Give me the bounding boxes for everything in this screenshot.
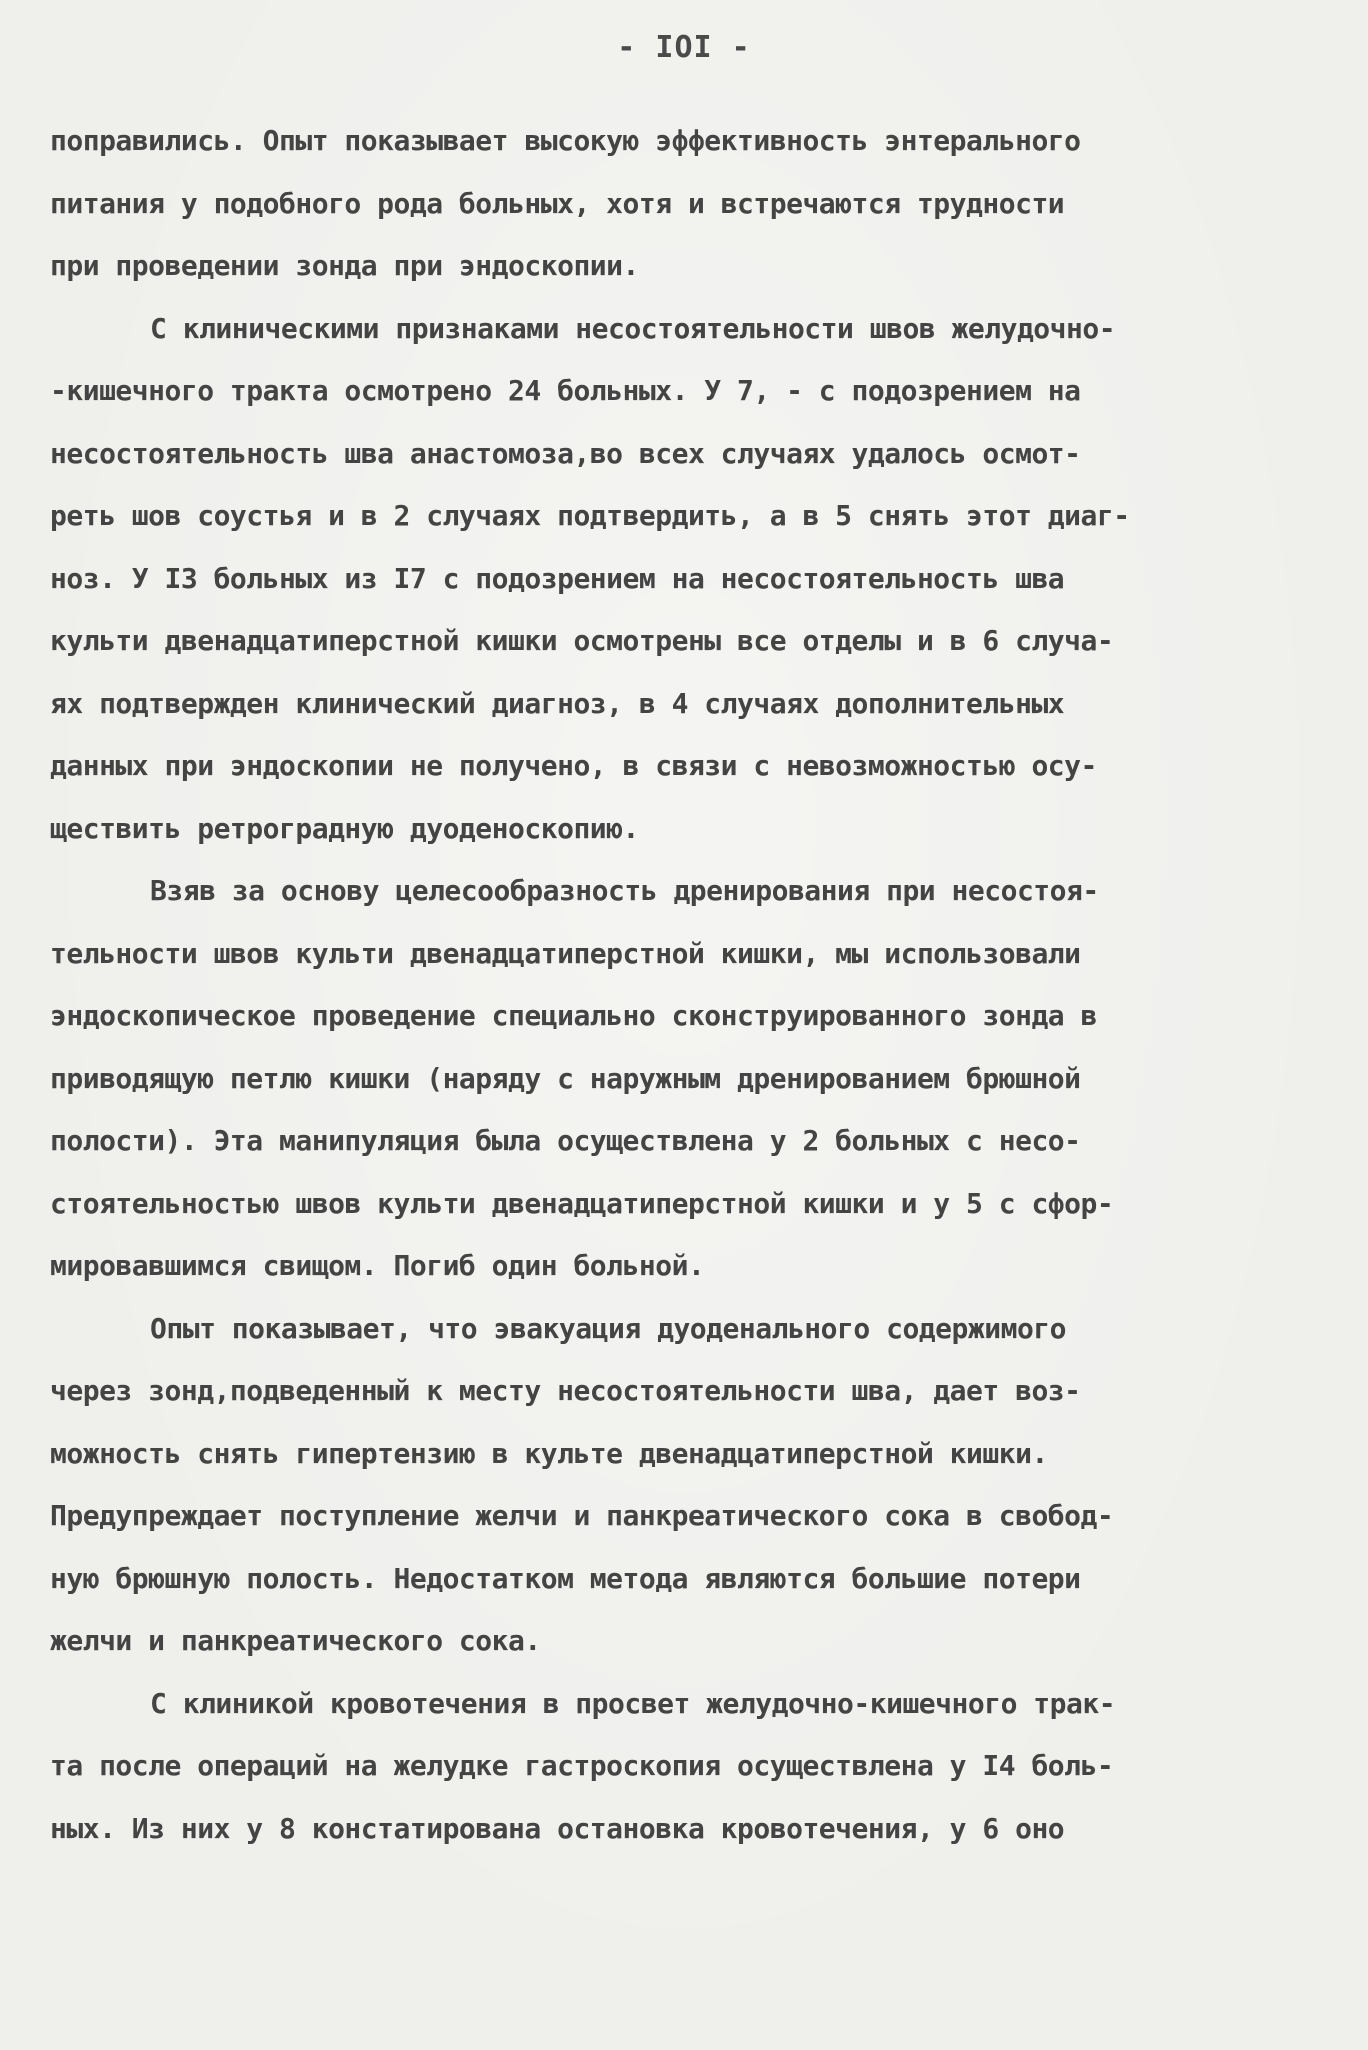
text-line: реть шов соустья и в 2 случаях подтвердить, а в 5 снять этот диаг- — [50, 499, 1130, 532]
text-line: питания у подобного рода больных, хотя и встречаются трудности — [50, 186, 1065, 220]
paragraph-start-line: С клиникой кровотечения в просвет желудочно-кишечного трак- — [150, 1686, 1116, 1720]
text-line: культи двенадцатиперстной кишки осмотрены все отделы и в 6 случа- — [50, 624, 1114, 657]
text-line: -кишечного тракта осмотрено 24 больных. У 7, - с подозрением на — [50, 374, 1081, 407]
text-line: ноз. У I3 больных из I7 с подозрением на несостоятельность шва — [50, 561, 1065, 595]
text-line: при проведении зонда при эндоскопии. — [50, 249, 639, 282]
text-line: стоятельностью швов культи двенадцатиперстной кишки и у 5 с сфор- — [50, 1186, 1114, 1220]
text-line: данных при эндоскопии не получено, в связи с невозможностью осу- — [50, 749, 1097, 782]
text-line: желчи и панкреатического сока. — [50, 1624, 541, 1657]
text-line: та после операций на желудке гастроскопия осуществлена у I4 боль- — [50, 1749, 1114, 1782]
text-line: приводящую петлю кишки (наряду с наружным дренированием брюшной — [50, 1061, 1081, 1095]
text-line: можность снять гипертензию в культе двенадцатиперстной кишки. — [50, 1436, 1048, 1470]
text-line: полости). Эта манипуляция была осуществлена у 2 больных с несо- — [50, 1124, 1081, 1157]
text-line: ных. Из них у 8 констатирована остановка кровотечения, у 6 оно — [50, 1811, 1065, 1845]
text-line: несостоятельность шва анастомоза,во всех случаях удалось осмот- — [50, 436, 1081, 470]
text-line: ществить ретроградную дуоденоскопию. — [50, 811, 639, 845]
paragraph-start-line: Взяв за основу целесообразность дренирования при несостоя- — [150, 874, 1099, 907]
text-line: ях подтвержден клинический диагноз, в 4 случаях дополнительных — [50, 686, 1065, 720]
text-line: мировавшимся свищом. Погиб один больной. — [50, 1249, 705, 1282]
text-line: эндоскопическое проведение специально сконструированного зонда в — [50, 999, 1097, 1032]
text-line: поправились. Опыт показывает высокую эффективность энтерального — [50, 124, 1081, 157]
text-line: ную брюшную полость. Недостатком метода являются большие потери — [50, 1561, 1081, 1595]
body-text — [50, 110, 1350, 1860]
text-line: через зонд,подведенный к месту несостоятельности шва, дает воз- — [50, 1374, 1081, 1407]
paragraph-start-line: Опыт показывает, что эвакуация дуоденального содержимого — [150, 1311, 1067, 1345]
text-line: Предупреждает поступление желчи и панкреатического сока в свобод- — [50, 1499, 1114, 1532]
paragraph-start-line: С клиническими признаками несостоятельности швов желудочно- — [150, 311, 1116, 345]
text-line: тельности швов культи двенадцатиперстной кишки, мы использовали — [50, 936, 1081, 970]
page-number: - IOI - — [617, 30, 751, 65]
